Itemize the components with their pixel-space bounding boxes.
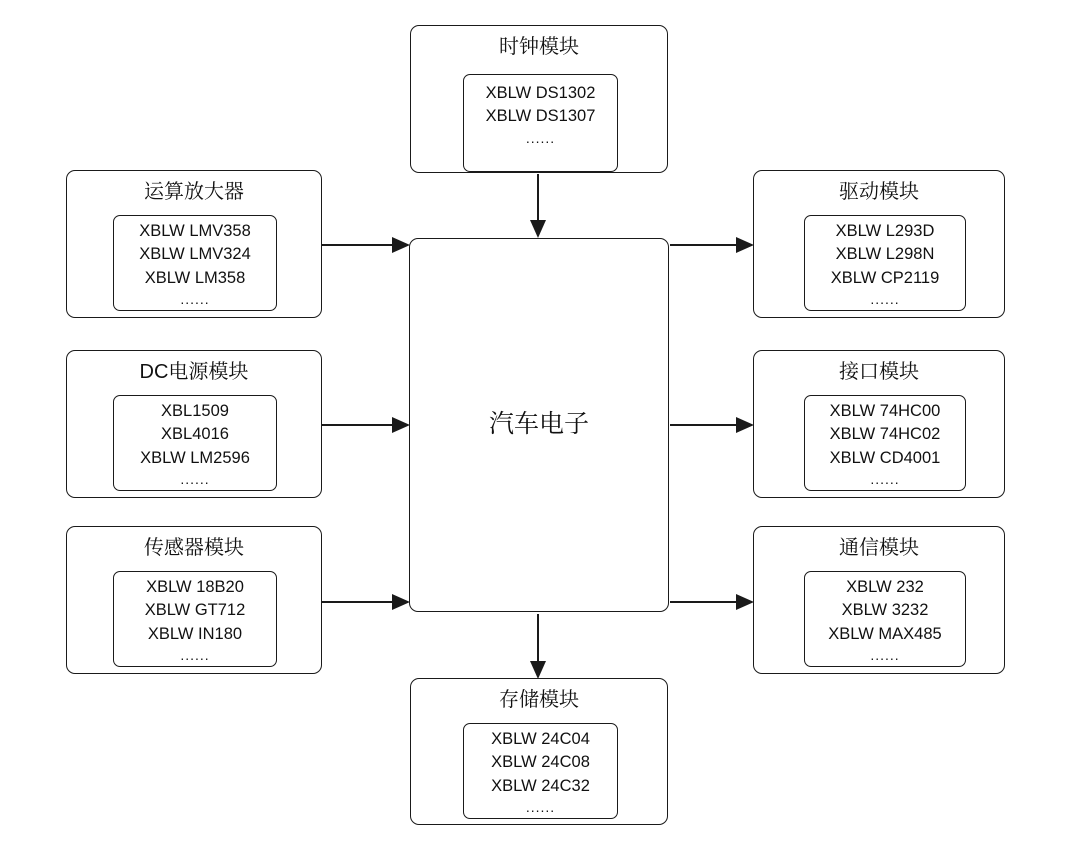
node-storage[interactable] (410, 678, 668, 825)
node-storage-items (463, 723, 618, 819)
list-item: XBLW LMV358 (139, 222, 251, 240)
list-item: XBLW CD4001 (829, 448, 941, 467)
list-item: XBLW LMV324 (139, 245, 251, 264)
list-item: XBL1509 (161, 402, 229, 420)
node-dcpower-items (113, 395, 277, 491)
list-item: ...... (180, 471, 210, 488)
node-driver-items (804, 215, 966, 311)
list-item: ...... (180, 291, 210, 308)
list-item: ...... (525, 799, 556, 816)
list-item: XBLW 74HC00 (829, 402, 941, 420)
list-item: XBLW 3232 (841, 601, 929, 620)
node-sensor-title: 传感器模块 (144, 537, 244, 559)
list-item: XBLW DS1307 (485, 107, 596, 126)
list-item: XBLW L293D (835, 222, 935, 240)
list-item: XBLW IN180 (147, 624, 243, 643)
list-item: XBLW LM2596 (140, 448, 250, 467)
node-storage-title: 存储模块 (499, 689, 579, 711)
node-opamp-items (113, 215, 277, 311)
list-item: ...... (525, 129, 556, 146)
node-driver-title: 驱动模块 (839, 181, 919, 203)
node-opamp-title: 运算放大器 (144, 181, 244, 203)
list-item: XBLW 24C04 (491, 730, 590, 748)
list-item: ...... (870, 291, 900, 308)
list-item: XBLW 24C08 (491, 753, 590, 772)
list-item: XBLW 18B20 (146, 578, 244, 596)
node-clock[interactable] (410, 25, 668, 173)
list-item: XBLW MAX485 (828, 624, 942, 643)
node-interface-title: 接口模块 (839, 361, 919, 383)
node-interface-items (804, 395, 966, 491)
node-center-title: 汽车电子 (488, 410, 589, 439)
node-clock-items (463, 74, 618, 172)
node-sensor[interactable] (66, 526, 322, 674)
node-clock-title: 时钟模块 (499, 36, 579, 58)
node-dcpower[interactable] (66, 350, 322, 498)
list-item: XBLW GT712 (144, 601, 246, 620)
node-driver[interactable] (753, 170, 1005, 318)
node-comm[interactable] (753, 526, 1005, 674)
list-item: ...... (870, 471, 900, 488)
list-item: XBLW L298N (835, 245, 935, 264)
node-opamp[interactable] (66, 170, 322, 318)
list-item: XBLW 74HC02 (829, 425, 941, 444)
node-sensor-items (113, 571, 277, 667)
list-item: ...... (180, 647, 210, 664)
list-item: XBLW DS1302 (485, 84, 596, 102)
node-comm-title: 通信模块 (839, 537, 919, 559)
node-dcpower-title: DC电源模块 (139, 361, 249, 383)
list-item: XBLW 232 (846, 578, 924, 596)
list-item: XBLW CP2119 (830, 268, 940, 287)
list-item: ...... (870, 647, 900, 664)
node-center[interactable] (409, 238, 669, 612)
node-comm-items (804, 571, 966, 667)
list-item: XBLW 24C32 (491, 776, 590, 795)
list-item: XBL4016 (161, 425, 229, 444)
node-interface[interactable] (753, 350, 1005, 498)
list-item: XBLW LM358 (144, 268, 246, 287)
